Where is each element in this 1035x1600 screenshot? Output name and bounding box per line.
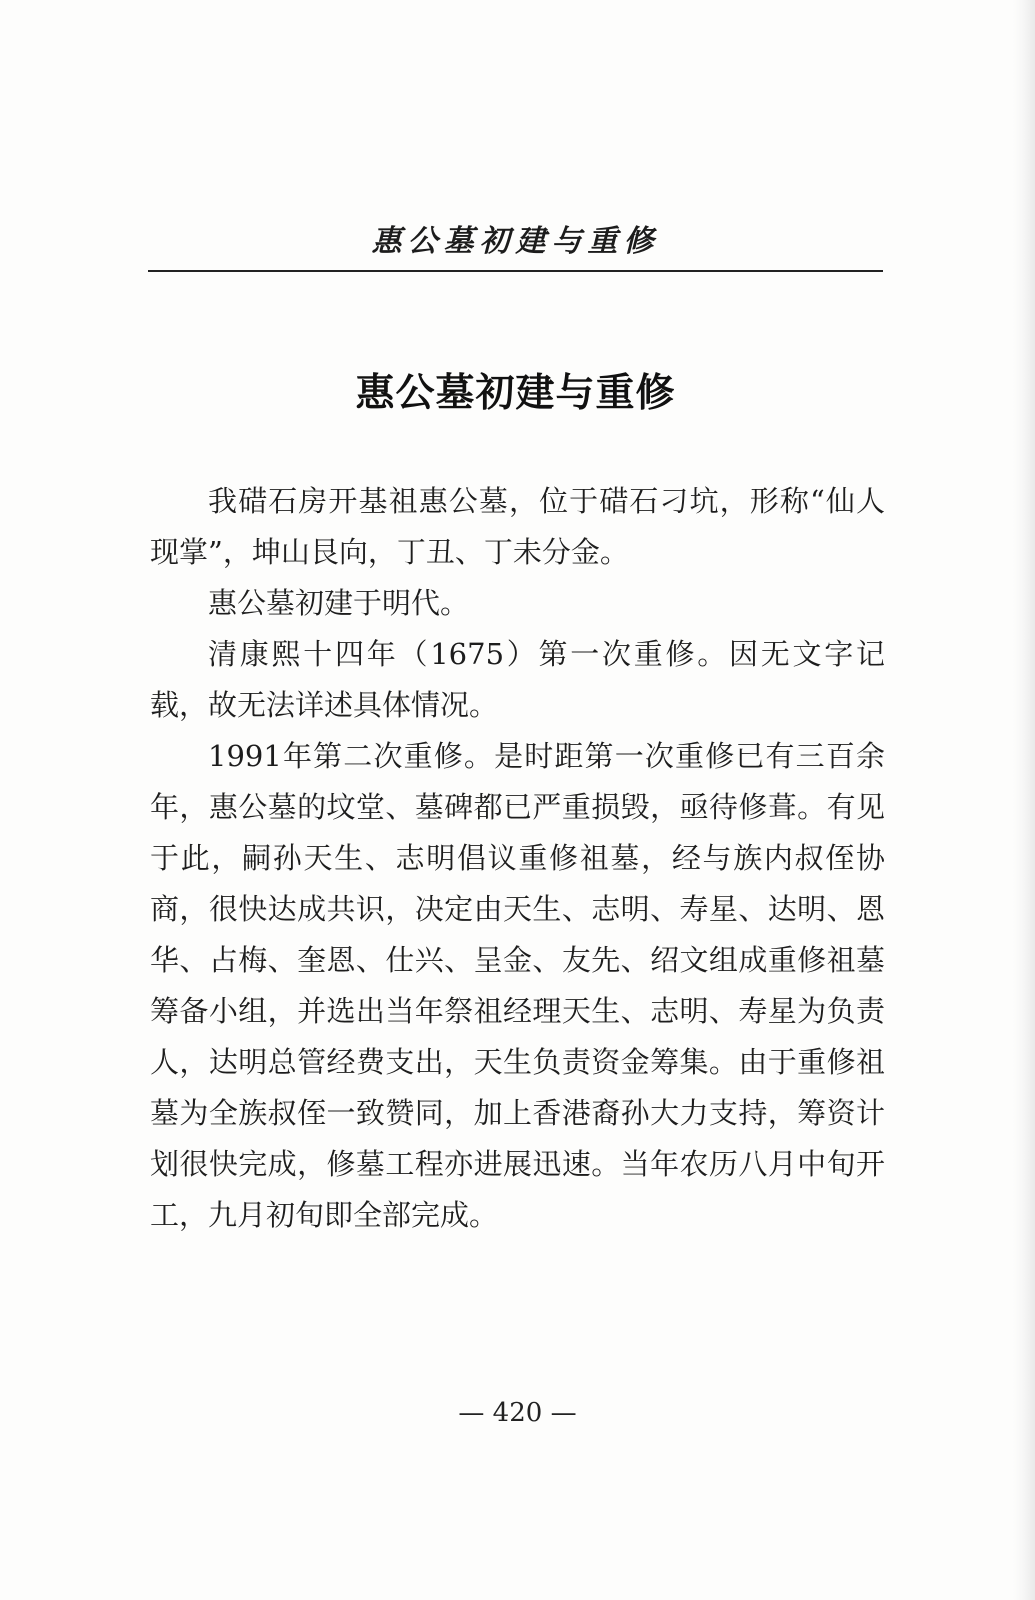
paragraph-3: 清康熙十四年（1675）第一次重修。因无文字记载，故无法详述具体情况。 [150,637,885,722]
header-rule [148,270,883,272]
running-header: 惠公墓初建与重修 [371,224,660,259]
page-number: — 420 — [458,1398,577,1428]
paragraph-4: 1991年第二次重修。是时距第一次重修已有三百余年，惠公墓的坟堂、墓碑都已严重损毁，亟待修葺。有见于此，嗣孙天生、志明倡议重修祖墓，经与族内叔侄协商，很快达成共识，决定由天生、志明、寿星、达明、恩华、占梅、奎恩、仕兴、呈金、友先、绍文组成重修祖墓筹备小组，并选出当年祭祖经理天生、志明、寿星为负责人，达明总管经费支出，天生负责资金筹集。由于重修祖墓为全族叔侄一致赞同，加上香港裔孙大力支持，筹资计划很快完成，修墓工程亦进展迅速。当年农历八月中旬开工，九月初旬即全部完成。 [150,739,885,1232]
article-body [150,476,885,1241]
article-title: 惠公墓初建与重修 [355,371,676,416]
scan-edge-shadow [1013,0,1035,1600]
paragraph-2: 惠公墓初建于明代。 [208,586,470,620]
paragraph-1: 我碏石房开基祖惠公墓，位于碏石刁坑，形称“仙人现掌”，坤山艮向，丁丑、丁未分金。 [150,484,885,569]
